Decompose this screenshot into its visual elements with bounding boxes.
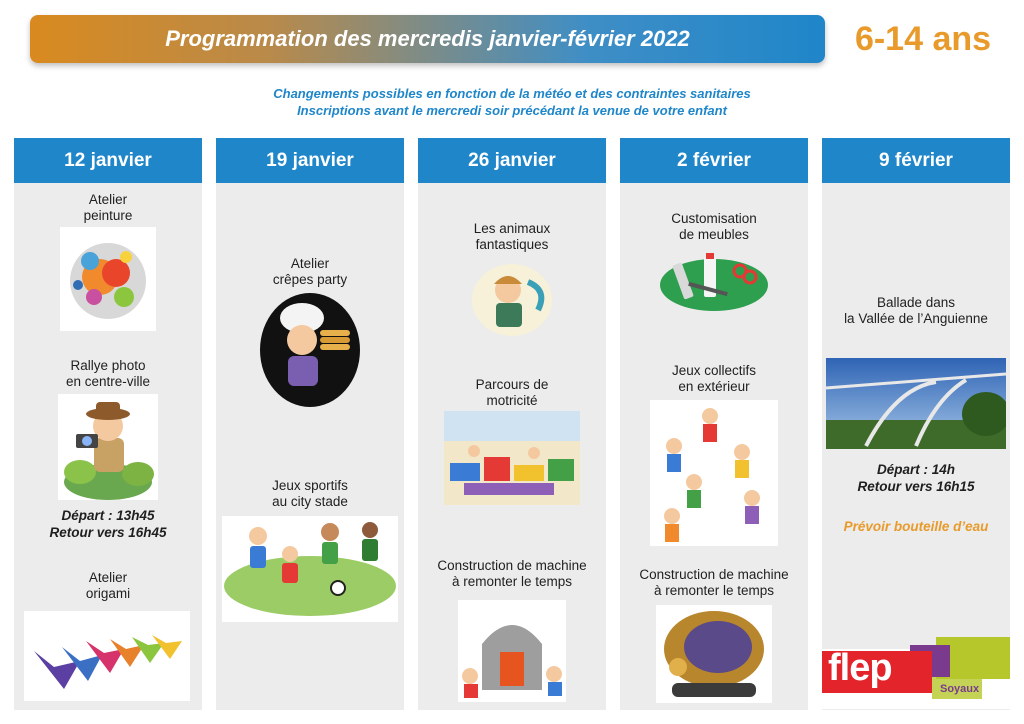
- column-date: 12 janvier: [14, 138, 202, 183]
- crepes-chef-image: [258, 290, 362, 408]
- activity-label: Rallye photo en centre-ville: [65, 358, 151, 389]
- paint-splash-image: [60, 227, 156, 331]
- logo-place: Soyaux: [940, 683, 980, 695]
- logo-brand: flep: [828, 647, 892, 689]
- activity-label: Jeux sportifs au city stade: [272, 478, 348, 509]
- water-bottle-note: Prévoir bouteille d’eau: [843, 519, 989, 534]
- activity-label: Parcours de motricité: [475, 377, 549, 408]
- motricity-room-image: [444, 411, 580, 505]
- activity-label: Atelier peinture: [83, 192, 133, 223]
- age-range: 6-14 ans: [854, 20, 992, 58]
- notice-registration: Inscriptions avant le mercredi soir précédant la venue de votre enfant: [297, 103, 727, 118]
- notice-weather: Changements possibles en fonction de la météo et des contraintes sanitaires: [273, 86, 751, 101]
- column-9-fevrier: [822, 138, 1010, 710]
- page-title: Programmation des mercredis janvier-février 2022: [165, 26, 690, 51]
- origami-cranes-image: [24, 611, 190, 701]
- schedule-note: Départ : 13h45 Retour vers 16h45: [49, 508, 167, 540]
- flep-soyaux-logo: [822, 637, 1010, 709]
- activity-label: Construction de machine à remonter le temps: [437, 558, 587, 589]
- activity-label: Les animaux fantastiques: [473, 221, 551, 252]
- schedule-note: Départ : 14h Retour vers 16h15: [857, 462, 975, 494]
- column-19-janvier: [216, 138, 404, 710]
- viaduct-valley-photo: [826, 358, 1006, 449]
- activity-label: Customisation de meubles: [671, 211, 757, 242]
- children-running-image: [650, 400, 778, 546]
- column-12-janvier: [14, 138, 202, 710]
- column-date: 19 janvier: [216, 138, 404, 183]
- steampunk-machine-image: [656, 605, 772, 703]
- activity-label: Atelier origami: [85, 570, 131, 601]
- activity-label: Construction de machine à remonter le temps: [639, 567, 789, 598]
- craft-tools-image: [658, 253, 770, 313]
- football-players-image: [222, 516, 398, 622]
- column-date: 26 janvier: [418, 138, 606, 183]
- column-2-fevrier: [620, 138, 808, 710]
- column-date: 2 février: [620, 138, 808, 183]
- activity-label: Ballade dans la Vallée de l’Anguienne: [844, 295, 988, 326]
- column-date: 9 février: [822, 138, 1010, 183]
- column-26-janvier: [418, 138, 606, 710]
- explorer-photographer-image: [58, 394, 158, 500]
- title-banner: [30, 15, 825, 63]
- fantastic-beasts-image: [468, 260, 556, 338]
- activity-label: Atelier crêpes party: [272, 256, 348, 287]
- activity-label: Jeux collectifs en extérieur: [671, 363, 757, 394]
- time-machine-image: [458, 600, 566, 702]
